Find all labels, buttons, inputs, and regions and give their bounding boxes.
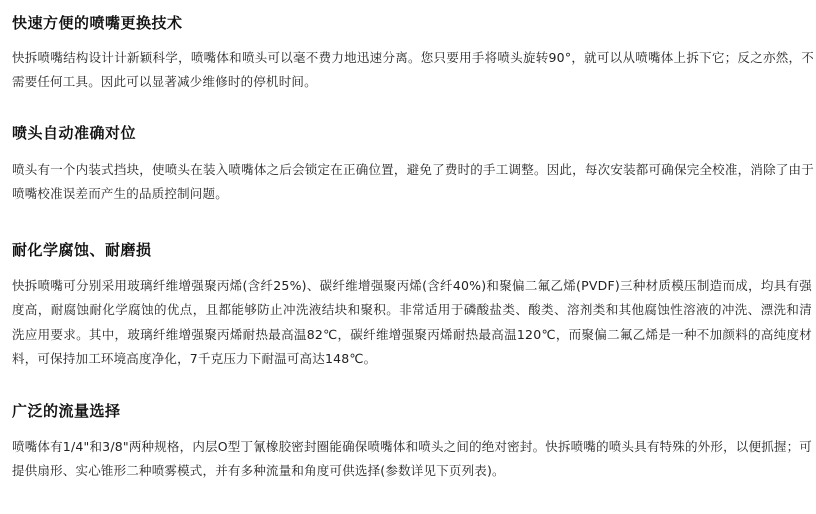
document-section [12, 401, 812, 484]
document-section [12, 240, 812, 372]
section-body: 快拆喷嘴可分别采用玻璃纤维增强聚丙烯(含纤25%)、碳纤维增强聚丙烯(含纤40%)和聚偏二氟乙烯(PVDF)三种材质模压制造而成，均具有强度高，耐腐蚀耐化学腐蚀的优点，且都能够防止冲洗液结块和聚积。非常适用于磷酸盐类、酸类、溶剂类和其他腐蚀性溶液的冲洗、漂洗和清洗应用要求。其中，玻璃纤维增强聚丙烯耐热最高温82℃，碳纤维增强聚丙烯耐热最高温120℃，而聚偏二氟乙烯是一种不加颜料的高纯度材料，可保持加工环境高度净化，7千克压力下耐温可高达148℃。 [12, 278, 812, 367]
section-body: 快拆喷嘴结构设计计新颖科学，喷嘴体和喷头可以毫不费力地迅速分离。您只要用手将喷头旋转90°，就可以从喷嘴体上拆下它；反之亦然，不需要任何工具。因此可以显著减少维修时的停机时间。 [12, 49, 814, 89]
section-heading: 耐化学腐蚀、耐磨损 [12, 240, 152, 259]
section-body: 喷嘴体有1/4"和3/8"两种规格，内层O型丁氰橡胶密封圈能确保喷嘴体和喷头之间的绝对密封。快拆喷嘴的喷头具有特殊的外形，以便抓握；可提供扇形、实心锥形二种喷雾模式，并有多种流量和角度可供选择(参数详见下页列表)。 [12, 439, 812, 479]
section-heading: 快速方便的喷嘴更换技术 [12, 14, 183, 32]
section-heading: 喷头自动准确对位 [12, 124, 137, 143]
document-section [12, 14, 814, 94]
document-section [12, 124, 814, 206]
section-body: 喷头有一个内装式挡块，使喷头在装入喷嘴体之后会锁定在正确位置，避免了费时的手工调整。因此，每次安装都可确保完全校准，消除了由于喷嘴校准误差而产生的品质控制问题。 [12, 161, 814, 202]
section-heading: 广泛的流量选择 [12, 401, 121, 420]
